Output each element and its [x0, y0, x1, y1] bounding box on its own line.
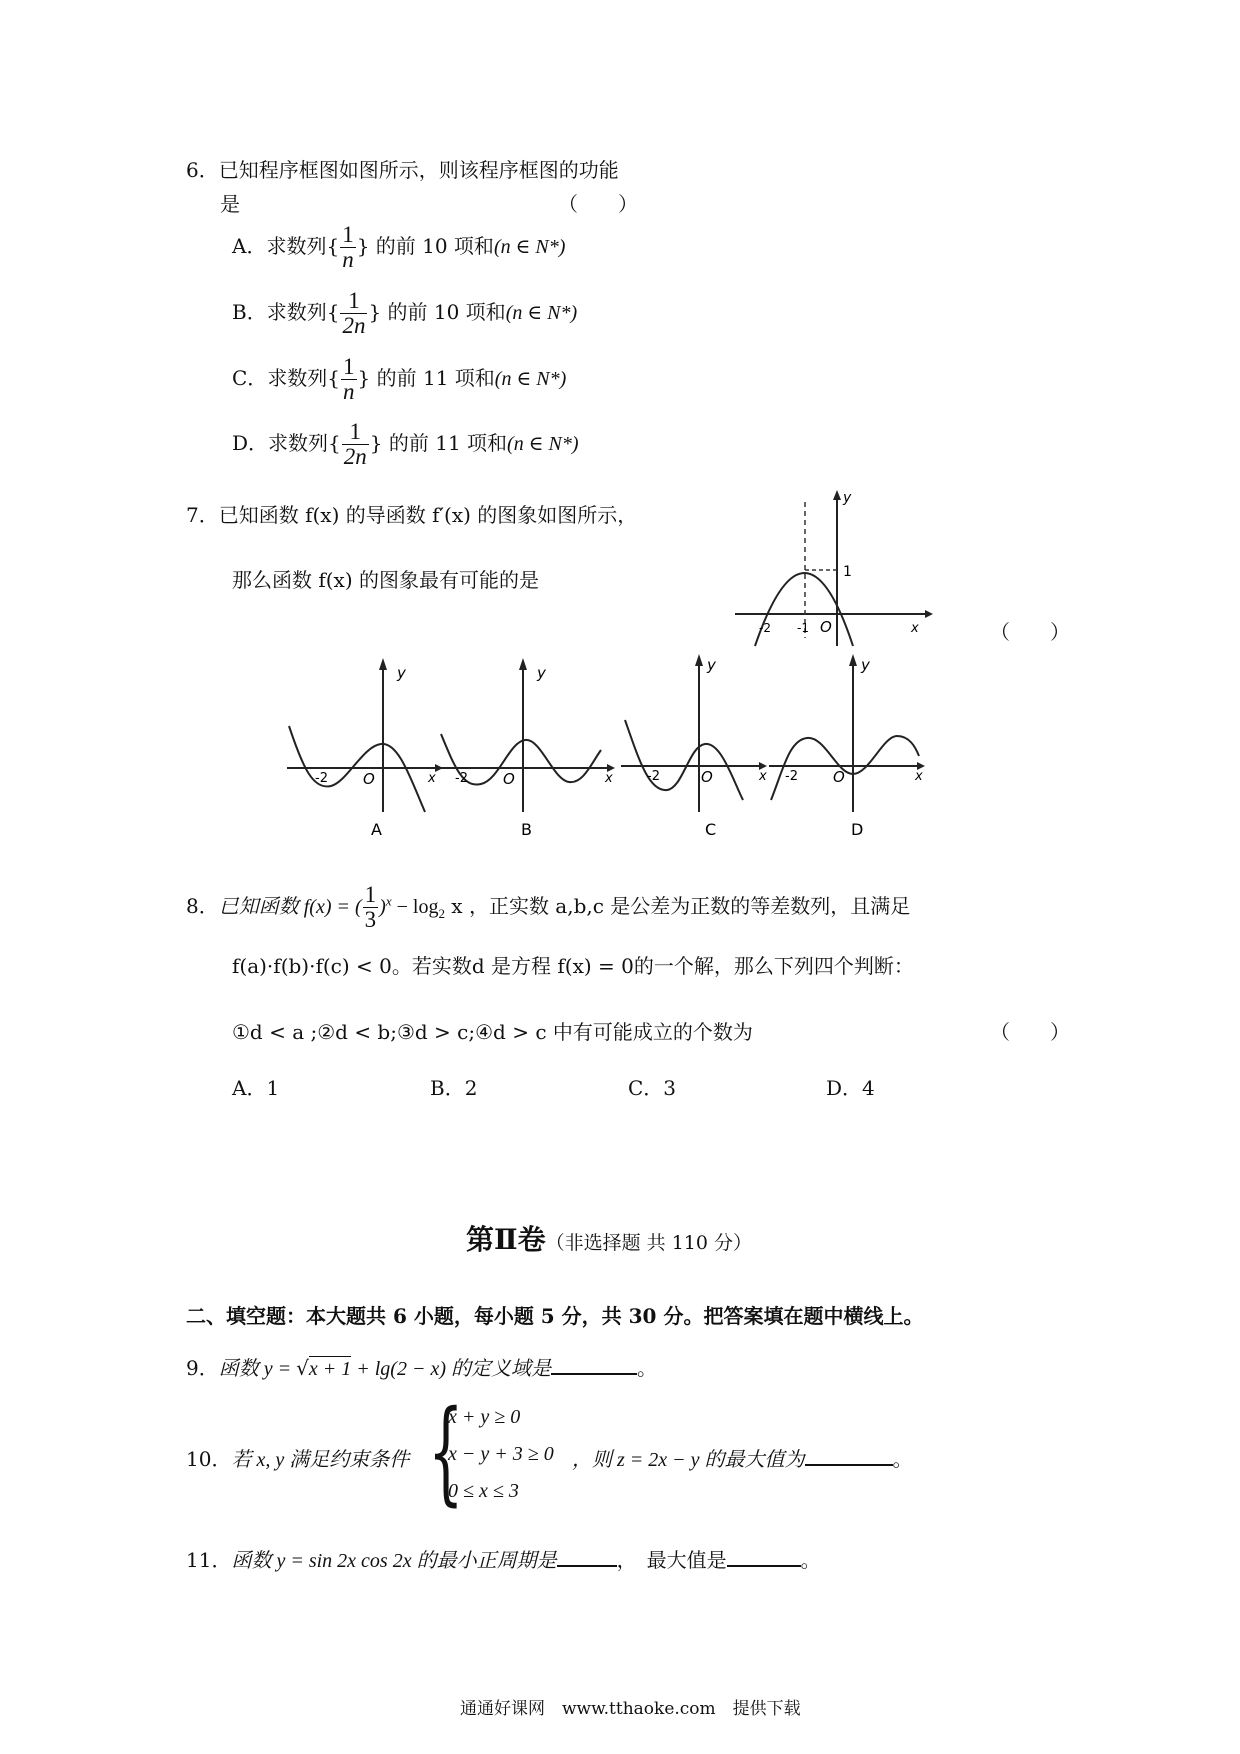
q7-deriv-origin-label: O: [820, 618, 832, 636]
q7-option-graphs: [285, 650, 945, 840]
q7-derivative-graph: [725, 488, 935, 648]
q8-option-c: C．3: [628, 1076, 677, 1100]
q7-deriv-m2-label: -2: [759, 621, 771, 635]
q6-number: 6．: [186, 158, 219, 182]
q8-option-d: D．4: [826, 1076, 875, 1100]
q7-graph-d: [769, 654, 925, 839]
q7-deriv-one-label: 1: [843, 564, 852, 580]
q8-option-a: A．1: [232, 1076, 280, 1100]
q10-pre: 10．若 x, y 满足约束条件: [186, 1447, 410, 1471]
q7-deriv-m1-label: -1: [797, 621, 809, 635]
q10-answer-blank: [805, 1446, 893, 1466]
q9-number: 9．: [186, 1356, 219, 1380]
svg-text:O: O: [833, 768, 845, 786]
q11-period-blank: [557, 1547, 617, 1567]
section2-heading: 二、填空题：本大题共 6 小题，每小题 5 分，共 30 分。把答案填在题中横线上。: [186, 1304, 924, 1328]
part2-subtitle: （非选择题 共 110 分）: [545, 1232, 752, 1254]
q7-stem-line1: 7．已知函数 f(x) 的导函数 f′(x) 的图象如图所示，: [186, 503, 638, 527]
q7-graph-b: [437, 658, 615, 839]
q6-option-a: A．求数列{ $\frac{1}{n}$ } 的前 10 项和(n ∈ N*): [232, 222, 566, 273]
svg-text:y: y: [537, 664, 546, 682]
part2-title: 第Ⅱ卷: [466, 1223, 546, 1256]
footer-source: 通通好课网 www.tthaoke.com 提供下载: [460, 1699, 801, 1719]
svg-text:-2: -2: [315, 771, 328, 786]
q8-option-b: B．2: [430, 1076, 478, 1100]
q10-constraint-2: x − y + 3 ≥ 0: [448, 1443, 554, 1465]
svg-text:-2: -2: [647, 769, 660, 784]
q6-option-c: C．求数列{ $\frac{1}{n}$ } 的前 11 项和(n ∈ N*): [232, 354, 567, 405]
q7-graph-c-label: C: [705, 820, 717, 839]
q11: 11．函数 y = sin 2x cos 2x 的最小正周期是 ， 最大值是 。: [186, 1548, 821, 1572]
q6-answer-paren: （ ）: [558, 192, 638, 216]
q8-line3: ①d < a ;②d < b;③d > c;④d > c 中有可能成立的个数为: [232, 1020, 753, 1044]
svg-text:-2: -2: [455, 771, 468, 786]
q7-stem-line2: 那么函数 f(x) 的图象最有可能的是: [232, 568, 540, 592]
q7-graph-a: [287, 658, 443, 839]
q7-graph-b-label: B: [521, 820, 532, 839]
q7-graph-c: [621, 654, 767, 839]
q7-graph-d-label: D: [851, 820, 864, 839]
svg-text:y: y: [397, 664, 406, 682]
q7-deriv-x-label: x: [911, 621, 919, 636]
q6-option-d: D．求数列{ $\frac{1}{2n}$ } 的前 11 项和(n ∈ N*): [232, 419, 579, 470]
q10-post: ，则 z = 2x − y 的最大值为 。: [572, 1447, 913, 1471]
svg-text:y: y: [861, 656, 870, 674]
svg-text:O: O: [363, 770, 375, 788]
q6-stem-line2: 是: [220, 192, 240, 216]
q8-answer-paren: （ ）: [990, 1020, 1070, 1044]
q11-number: 11．: [186, 1548, 232, 1572]
svg-text:x: x: [428, 771, 436, 786]
q10-number: 10．: [186, 1447, 232, 1471]
svg-text:x: x: [915, 769, 923, 784]
svg-text:O: O: [701, 768, 713, 786]
svg-text:x: x: [605, 771, 613, 786]
q10-brace: {: [428, 1387, 464, 1517]
svg-text:O: O: [503, 770, 515, 788]
q7-graph-a-label: A: [371, 820, 382, 839]
q6-stem-line1: 6．已知程序框图如图所示，则该程序框图的功能: [186, 158, 619, 182]
q10-constraint-1: x + y ≥ 0: [448, 1406, 521, 1428]
q7-answer-paren: （ ）: [990, 620, 1070, 644]
q11-max-blank: [727, 1547, 801, 1567]
q8-number: 8．: [186, 894, 219, 919]
q8-line1: 8．已知函数 f(x) = ( $\frac{1}{3}$ )$^x - \log_2 x$ ，正实数 a,b,c 是公差为正数的等差数列，且满足: [186, 882, 911, 933]
svg-text:y: y: [707, 656, 716, 674]
q7-deriv-y-label: y: [843, 490, 852, 506]
q6-option-b: B．求数列{ $\frac{1}{2n}$ } 的前 10 项和(n ∈ N*): [232, 288, 578, 339]
part2-heading: [466, 1218, 752, 1258]
q9: 9．函数 y = √x + 1 + lg(2 − x) 的定义域是 。: [186, 1356, 657, 1380]
q9-answer-blank: [551, 1355, 637, 1375]
q8-line2: f(a)·f(b)·f(c) < 0。若实数d 是方程 f(x) = 0的一个解，那么下列四个判断：: [232, 954, 914, 978]
q10-constraint-3: 0 ≤ x ≤ 3: [448, 1480, 519, 1502]
q7-number: 7．: [186, 503, 219, 527]
svg-text:x: x: [759, 769, 767, 784]
svg-text:-2: -2: [785, 769, 798, 784]
